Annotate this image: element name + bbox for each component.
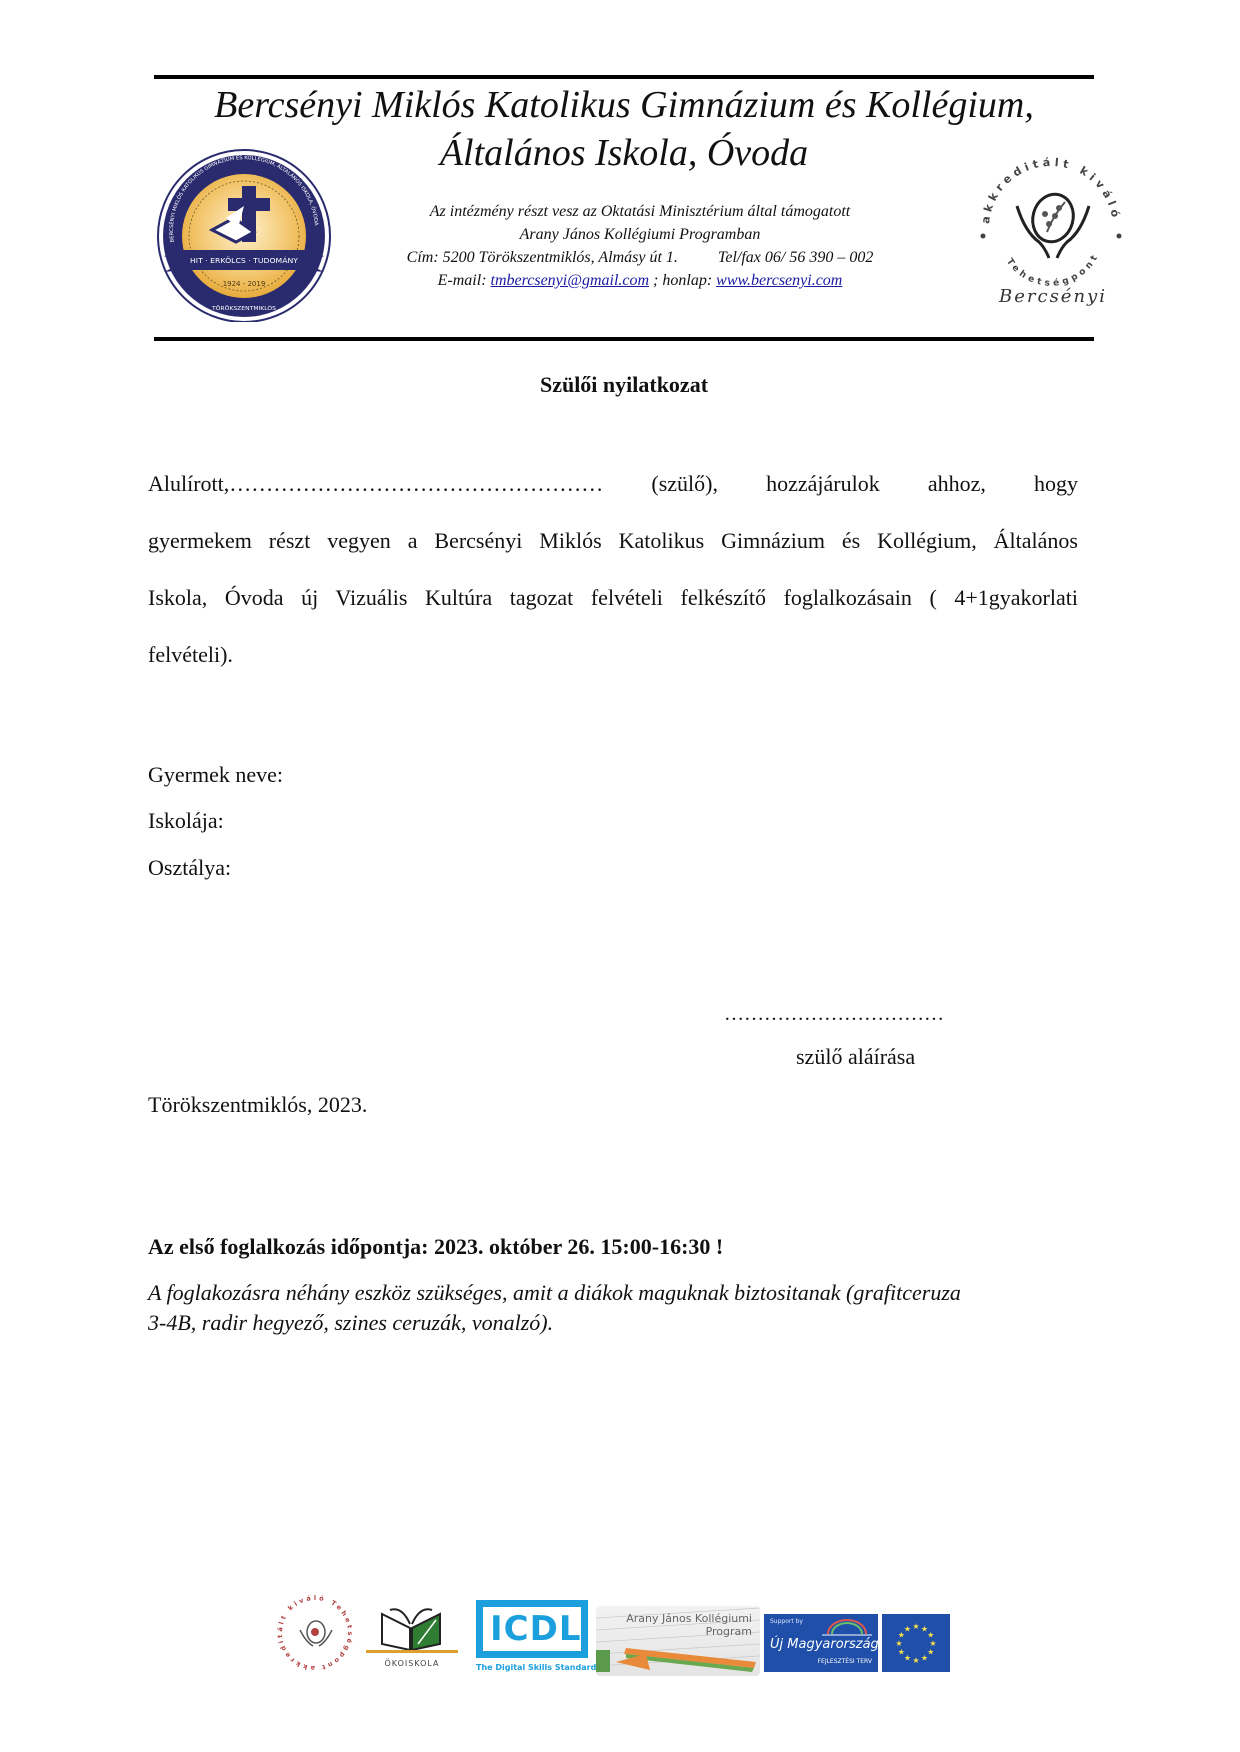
eu-star-icon: ★ — [912, 1656, 920, 1665]
school-emblem-icon — [156, 146, 332, 322]
phone: Tel/fax 06/ 56 390 – 002 — [717, 249, 874, 266]
school-name-line2: Általános Iskola, Óvoda — [439, 132, 809, 174]
address: Cím: 5200 Törökszentmiklós, Almásy út 1. — [406, 249, 678, 266]
paragraph-line: felvételi). — [148, 642, 233, 667]
uj-magyarorszag-subtitle: FEJLESZTÉSI TERV — [817, 1658, 872, 1665]
first-session-info: Az első foglalkozás időpontja: 2023. október 26. 15:00-16:30 ! — [148, 1234, 724, 1259]
eu-stars-icon — [882, 1614, 950, 1672]
website-label: honlap: — [662, 272, 713, 289]
eu-star-icon: ★ — [897, 1630, 905, 1640]
arany-janos-text: Arany János Kollégiumi Program — [626, 1612, 752, 1638]
separator: ; — [653, 272, 659, 289]
child-name-label: Gyermek neve: — [148, 762, 283, 787]
header-top-rule — [154, 75, 1094, 79]
icdl-subtitle: The Digital Skills Standard — [476, 1663, 597, 1672]
emblem-ribbon-text: HIT · ERKÖLCS · TUDOMÁNY — [190, 257, 288, 265]
footer-tehetsegpont-text: akkreditált kiváló Tehetségpont — [276, 1594, 354, 1672]
place-date: Törökszentmiklós, 2023. — [148, 1092, 368, 1117]
footer-eu-flag-logo — [882, 1614, 950, 1672]
eu-star-icon: ★ — [912, 1622, 920, 1631]
eu-star-icon: ★ — [920, 1624, 929, 1634]
document-title: Szülői nyilatkozat — [539, 372, 709, 397]
contact-address-line — [345, 246, 935, 269]
supplies-note — [148, 1278, 1108, 1338]
school-label: Iskolája: — [148, 808, 224, 833]
logo-arc-bottom: Tehetségpont — [1004, 254, 1100, 289]
declaration-paragraph — [148, 455, 1078, 683]
emblem-years: 1924 - 2019 — [222, 280, 266, 288]
eu-star-icon: ★ — [929, 1639, 937, 1648]
eu-star-icon: ★ — [920, 1653, 929, 1663]
uj-magyarorszag-small: Support by — [770, 1618, 803, 1625]
okoiskola-book-leaf-icon — [362, 1604, 462, 1654]
header-info — [345, 200, 935, 292]
class-label: Osztálya: — [148, 855, 232, 880]
svg-text:Tehetségpont — [1004, 253, 1100, 288]
icdl-wordmark: ICDL — [490, 1609, 582, 1649]
paragraph-line: Alulírott,…………………………………………… (szülő), hozzájárulok ahhoz, hogy — [148, 471, 1078, 496]
eu-star-icon: ★ — [927, 1647, 935, 1657]
eu-star-icon: ★ — [895, 1639, 903, 1648]
footer-uj-magyarorszag-logo — [764, 1614, 878, 1672]
program-line1: Az intézmény részt vesz az Oktatási Minisztérium által támogatott — [429, 203, 851, 220]
footer-icdl-logo — [476, 1600, 597, 1676]
svg-text:akkreditált kiváló — [979, 156, 1122, 225]
contact-email-line — [345, 269, 935, 292]
supplies-note-line1: A foglakozásra néhány eszköz szükséges, amit a diákok maguknak biztositanak (grafitceruza — [148, 1280, 961, 1305]
okoiskola-label: ÖKOISKOLA — [384, 1659, 440, 1668]
email-link[interactable]: tmbercsenyi@gmail.com — [490, 272, 650, 289]
supplies-note-line2: 3-4B, radir hegyező, szines ceruzák, vonalzó). — [148, 1310, 554, 1335]
footer-okoiskola-logo — [362, 1604, 462, 1670]
email-label: E-mail: — [437, 272, 487, 289]
school-emblem-logo — [156, 146, 332, 322]
signature-label: szülő aláírása — [796, 1044, 916, 1069]
logo-arc-top: akkreditált kiváló — [979, 155, 1122, 225]
paragraph-line: Iskola, Óvoda új Vizuális Kultúra tagozat felvételi felkészítő foglalkozásain ( 4+1gyakorlati — [148, 585, 1078, 610]
logo-name: Bercsényi — [999, 286, 1107, 307]
tehetsegpont-logo — [975, 136, 1125, 316]
signature-line: …………………………… — [724, 1003, 944, 1025]
header-bottom-rule — [154, 337, 1094, 341]
paragraph-line: gyermekem részt vegyen a Bercsényi Miklós Katolikus Gimnázium és Kollégium, Általános — [148, 528, 1078, 553]
uj-magyarorszag-text: Új Magyarország — [770, 1637, 879, 1652]
school-name-line1: Bercsényi Miklós Katolikus Gimnázium és Kollégium, — [214, 84, 1034, 126]
emblem-ring-text: BERCSÉNYI MIKLÓS KATOLIKUS GIMNÁZIUM ÉS KOLLÉGIUM, ÁLTALÁNOS ISKOLA, ÓVODA — [168, 155, 319, 243]
footer-tehetsegpont-logo — [276, 1594, 354, 1672]
rainbow-bridge-icon — [822, 1616, 872, 1636]
emblem-city: TÖRÖKSZENTMIKLÓS — [212, 306, 271, 312]
eu-star-icon: ★ — [927, 1630, 935, 1640]
website-link[interactable]: www.bercsenyi.com — [716, 272, 843, 289]
footer-arany-janos-logo — [596, 1606, 760, 1676]
eu-star-icon: ★ — [897, 1647, 905, 1657]
program-line2: Arany János Kollégiumi Programban — [519, 226, 761, 243]
tehetsegpont-hands-icon — [975, 136, 1125, 316]
tehetsegpont-small-icon — [276, 1594, 354, 1672]
eu-star-icon: ★ — [903, 1624, 912, 1634]
eu-star-icon: ★ — [903, 1653, 912, 1663]
